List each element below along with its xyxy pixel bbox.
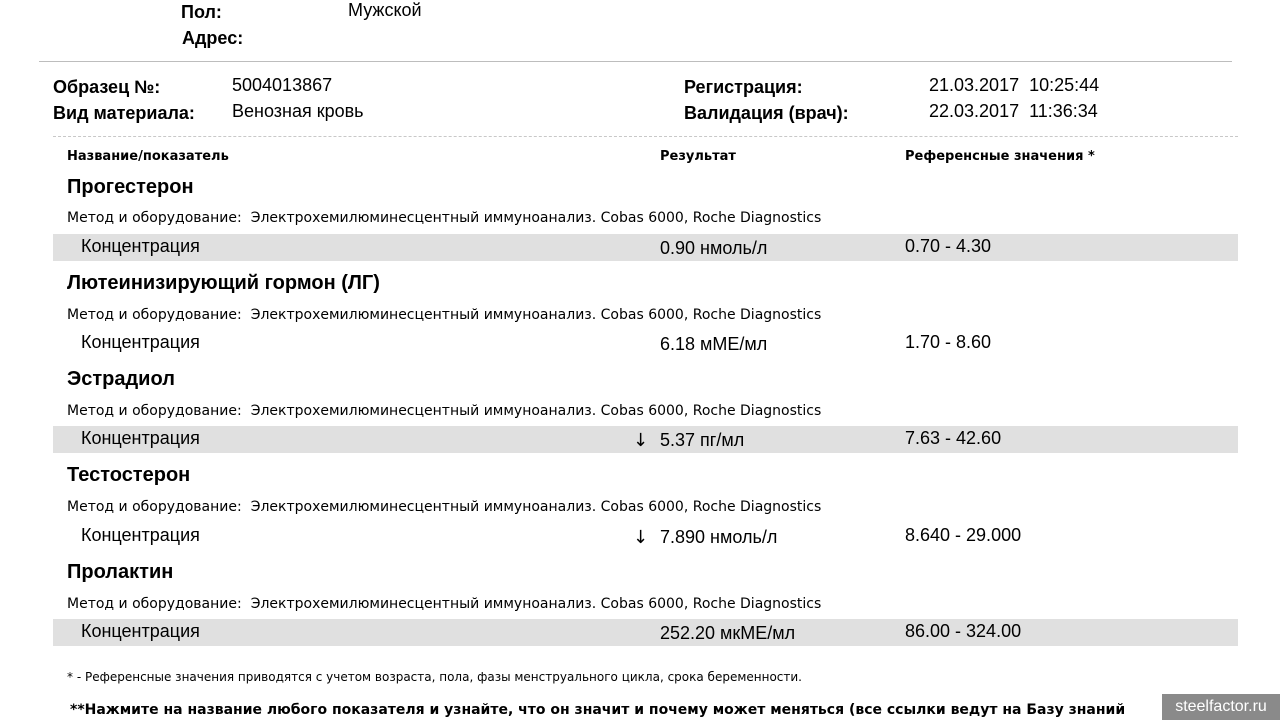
sample-divider	[53, 136, 1238, 137]
reference-range: 86.00 - 324.00	[905, 621, 1022, 641]
result-value: 0.90 нмоль/л	[660, 238, 768, 258]
sample-number-label: Образец №:	[53, 77, 161, 97]
result-row	[53, 234, 1238, 261]
param-name: Концентрация	[81, 332, 200, 352]
column-header-reference: Референсные значения *	[905, 149, 1095, 164]
method-value: Электрохемилюминесцентный иммуноанализ. Cobas 6000, Roche Diagnostics	[250, 596, 822, 612]
method-value: Электрохемилюминесцентный иммуноанализ. Cobas 6000, Roche Diagnostics	[250, 403, 822, 419]
method-label: Метод и оборудование:	[67, 307, 242, 323]
param-name: Концентрация	[81, 236, 200, 256]
registration-label: Регистрация:	[684, 77, 803, 97]
method-label: Метод и оборудование:	[67, 499, 242, 515]
reference-range: 8.640 - 29.000	[905, 525, 1022, 545]
result-row	[53, 619, 1238, 646]
registration-value: 21.03.2017 10:25:44	[929, 75, 1100, 95]
method-label: Метод и оборудование:	[67, 403, 242, 419]
sex-label: Пол:	[181, 2, 222, 22]
column-header-result: Результат	[660, 149, 736, 164]
address-label: Адрес:	[182, 28, 244, 48]
arrow-down-icon: ↓	[633, 430, 649, 451]
column-header-name: Название/показатель	[67, 149, 229, 164]
test-title-prolactin[interactable]: Пролактин	[67, 561, 174, 583]
watermark: steelfactor.ru	[1162, 694, 1280, 720]
validation-label: Валидация (врач):	[684, 103, 849, 123]
reference-range: 1.70 - 8.60	[905, 332, 992, 352]
test-title-lh[interactable]: Лютеинизирующий гормон (ЛГ)	[67, 272, 380, 294]
validation-value: 22.03.2017 11:36:34	[929, 101, 1098, 121]
method-label: Метод и оборудование:	[67, 210, 242, 226]
method-value: Электрохемилюминесцентный иммуноанализ. Cobas 6000, Roche Diagnostics	[250, 499, 822, 515]
param-name: Концентрация	[81, 525, 200, 545]
test-method	[67, 403, 821, 419]
test-method	[67, 210, 821, 226]
method-value: Электрохемилюминесцентный иммуноанализ. Cobas 6000, Roche Diagnostics	[250, 210, 822, 226]
reference-range: 7.63 - 42.60	[905, 428, 1002, 448]
material-value: Венозная кровь	[232, 101, 364, 121]
result-row	[53, 426, 1238, 453]
header-divider	[39, 61, 1232, 62]
arrow-down-icon: ↓	[633, 527, 649, 548]
test-title-progesterone[interactable]: Прогестерон	[67, 176, 194, 198]
result-value: 6.18 мМЕ/мл	[660, 334, 768, 354]
result-row	[53, 330, 1238, 357]
link-footnote: **Нажмите на название любого показателя и узнайте, что он значит и почему может меняться (все ссылки ведут на Базу знаний	[70, 702, 1126, 718]
method-value: Электрохемилюминесцентный иммуноанализ. Cobas 6000, Roche Diagnostics	[250, 307, 822, 323]
param-name: Концентрация	[81, 428, 200, 448]
result-value: 7.890 нмоль/л	[660, 527, 778, 547]
result-value: 252.20 мкМЕ/мл	[660, 623, 796, 643]
test-method	[67, 596, 821, 612]
reference-range: 0.70 - 4.30	[905, 236, 992, 256]
sample-number-value: 5004013867	[232, 75, 333, 95]
test-method	[67, 499, 821, 515]
test-method	[67, 307, 821, 323]
material-label: Вид материала:	[53, 103, 195, 123]
result-value: 5.37 пг/мл	[660, 430, 745, 450]
reference-footnote: * - Референсные значения приводятся с учетом возраста, пола, фазы менструального цикла, срока беременности.	[67, 670, 802, 684]
test-title-testosterone[interactable]: Тестостерон	[67, 464, 191, 486]
test-title-estradiol[interactable]: Эстрадиол	[67, 368, 175, 390]
method-label: Метод и оборудование:	[67, 596, 242, 612]
result-row	[53, 523, 1238, 550]
sex-value: Мужской	[348, 0, 422, 20]
param-name: Концентрация	[81, 621, 200, 641]
